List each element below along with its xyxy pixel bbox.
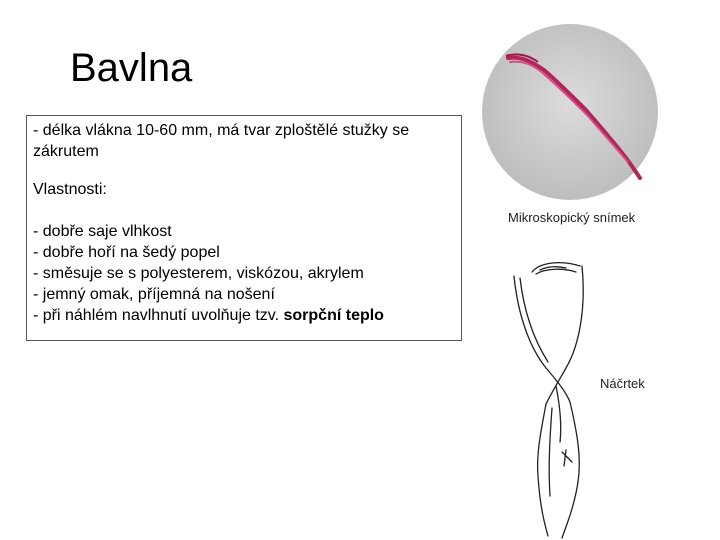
property-item: - dobře saje vlhkost [33, 223, 172, 240]
text-box [26, 115, 462, 341]
micrograph-caption: Mikroskopický snímek [508, 210, 636, 225]
sketch-caption: Náčrtek [600, 376, 645, 391]
intro-line-1: - délka vlákna 10-60 mm, má tvar zploštělé stužky se [33, 122, 410, 139]
fiber-sketch-image [500, 256, 610, 540]
property-bold-term: sorpční teplo [283, 307, 384, 324]
micrograph-image [480, 22, 660, 202]
property-item: - dobře hoří na šedý popel [33, 244, 220, 261]
slide-title: Bavlna [70, 46, 193, 90]
property-item-last [33, 305, 455, 326]
property-item: - směsuje se s polyesterem, viskózou, akrylem [33, 265, 364, 282]
properties-heading: Vlastnosti: [33, 181, 107, 198]
intro-line-2: zákrutem [33, 143, 99, 160]
property-item: - jemný omak, příjemná na nošení [33, 286, 275, 303]
property-text: - při náhlém navlhnutí uvolňuje tzv. [33, 307, 284, 324]
